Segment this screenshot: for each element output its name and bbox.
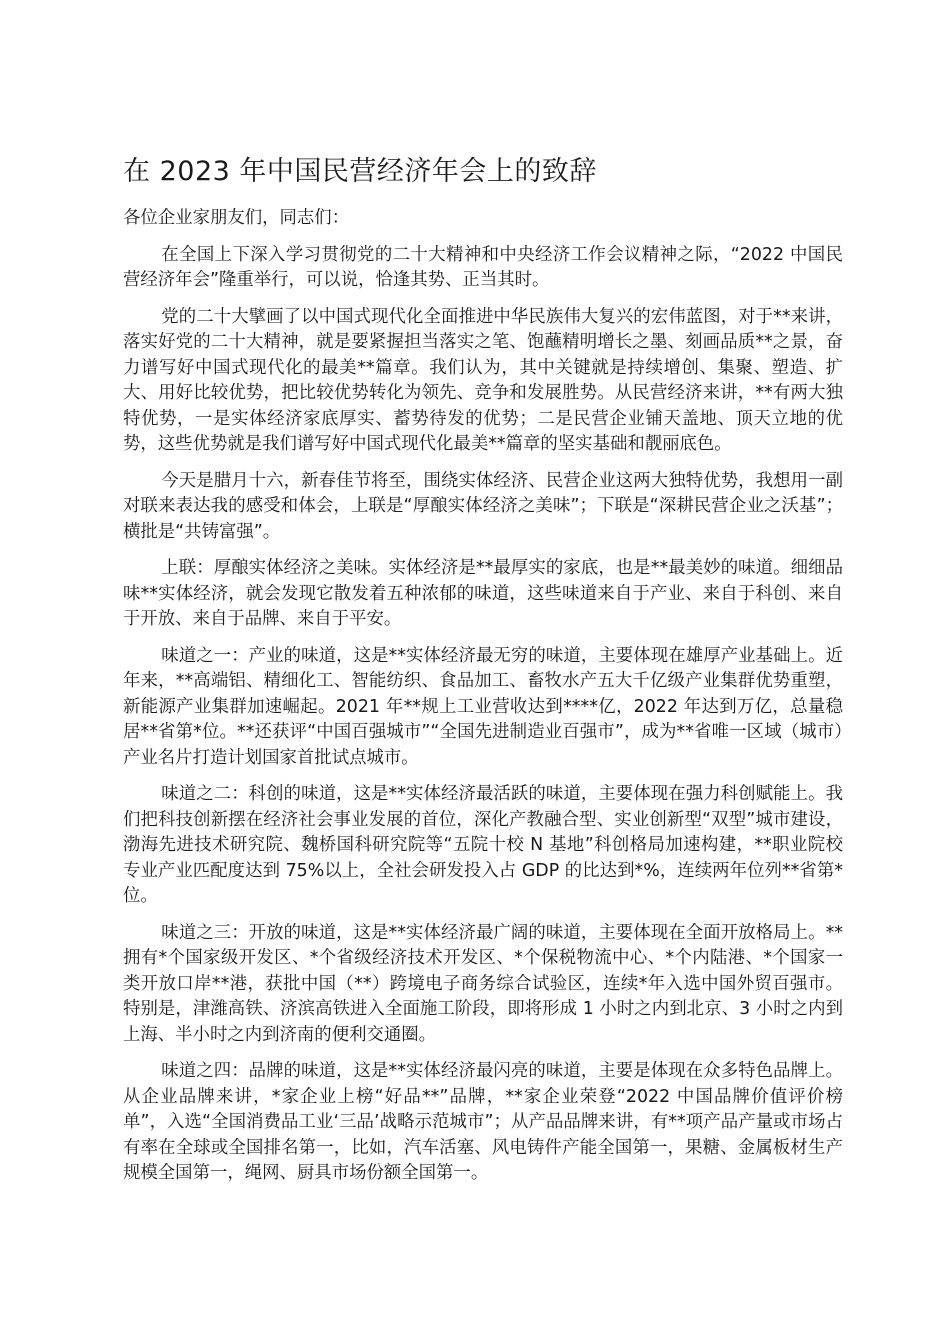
paragraph-4: 上联：厚酿实体经济之美味。实体经济是**最厚实的家底，也是**最美妙的味道。细细品味**实体经济，就会发现它散发着五种浓郁的味道，这些味道来自于产业、来自于科创、来自于开放、来自于品牌、来自于平安。	[123, 558, 843, 629]
paragraph-3: 今天是腊月十六，新春佳节将至，围绕实体经济、民营企业这两大独特优势，我想用一副对联来表达我的感受和体会，上联是“厚酿实体经济之美味”；下联是“深耕民营企业之沃基”；横批是“共铸富强”。	[123, 470, 843, 542]
paragraph-7: 味道之三：开放的味道，这是**实体经济最广阔的味道，主要体现在全面开放格局上。**拥有*个国家级开发区、*个省级经济技术开发区、*个保税物流中心、*个内陆港、*个国家一类开放口岸**港，获批中国（**）跨境电子商务综合试验区，连续*年入选中国外贸百强市。特别是，津潍高铁、济滨高铁进入全面施工阶段，即将形成 1 小时之内到北京、3 小时之内到上海、半小时之内到济南的便利交通圈。	[123, 922, 843, 1045]
paragraph-2: 党的二十大擘画了以中国式现代化全面推进中华民族伟大复兴的宏伟蓝图，对于**来讲，落实好党的二十大精神，就是要紧握担当落实之笔、饱蘸精明增长之墨、刻画品质**之景，奋力谱写好中国式现代化的最美**篇章。我们认为，其中关键就是持续增创、集聚、塑造、扩大、用好比较优势，把比较优势转化为领先、竞争和发展胜势。从民营经济来讲，**有两大独特优势，一是实体经济家底厚实、蓄势待发的优势；二是民营企业铺天盖地、顶天立地的优势，这些优势就是我们谱写好中国式现代化最美**篇章的坚实基础和靓丽底色。	[123, 306, 843, 454]
document-body	[123, 152, 843, 1198]
page-title: 在 2023 年中国民营经济年会上的致辞	[123, 156, 597, 187]
paragraph-1: 在全国上下深入学习贯彻党的二十大精神和中央经济工作会议精神之际，“2022 中国民营经济年会”隆重举行，可以说，恰逢其势、正当其时。	[123, 244, 843, 290]
paragraph-6: 味道之二：科创的味道，这是**实体经济最活跃的味道，主要体现在强力科创赋能上。我们把科技创新摆在经济社会事业发展的首位，深化产教融合型、实业创新型“双型”城市建设，渤海先进技术研究院、魏桥国科研究院等“五院十校 N 基地”科创格局加速构建，**职业院校专业产业匹配度达到 75%以上，全社会研发投入占 GDP 的比达到*%，连续两年位列**省第*位。	[123, 784, 843, 906]
salutation: 各位企业家朋友们，同志们：	[123, 208, 350, 228]
paragraph-8: 味道之四：品牌的味道，这是**实体经济最闪亮的味道，主要是体现在众多特色品牌上。从企业品牌来讲，*家企业上榜“好品**”品牌，**家企业荣登“2022 中国品牌价值评价榜单”，入选“全国消费品工业‘三品’战略示范城市”；从产品品牌来讲，有**项产品产量或市场占有率在全球或全国排名第一，比如，汽车活塞、风电铸件产能全国第一，果糖、金属板材生产规模全国第一，绳网、厨具市场份额全国第一。	[123, 1061, 843, 1183]
paragraph-5: 味道之一：产业的味道，这是**实体经济最无穷的味道，主要体现在雄厚产业基础上。近年来，**高端铝、精细化工、智能纺织、食品加工、畜牧水产五大千亿级产业集群优势重塑，新能源产业集群加速崛起。2021 年**规上工业营收达到****亿，2022 年达到万亿，总量稳居**省第*位。**还获评“中国百强城市”“全国先进制造业百强市”，成为**省唯一区域（城市）产业名片打造计划国家首批试点城市。	[123, 645, 843, 768]
